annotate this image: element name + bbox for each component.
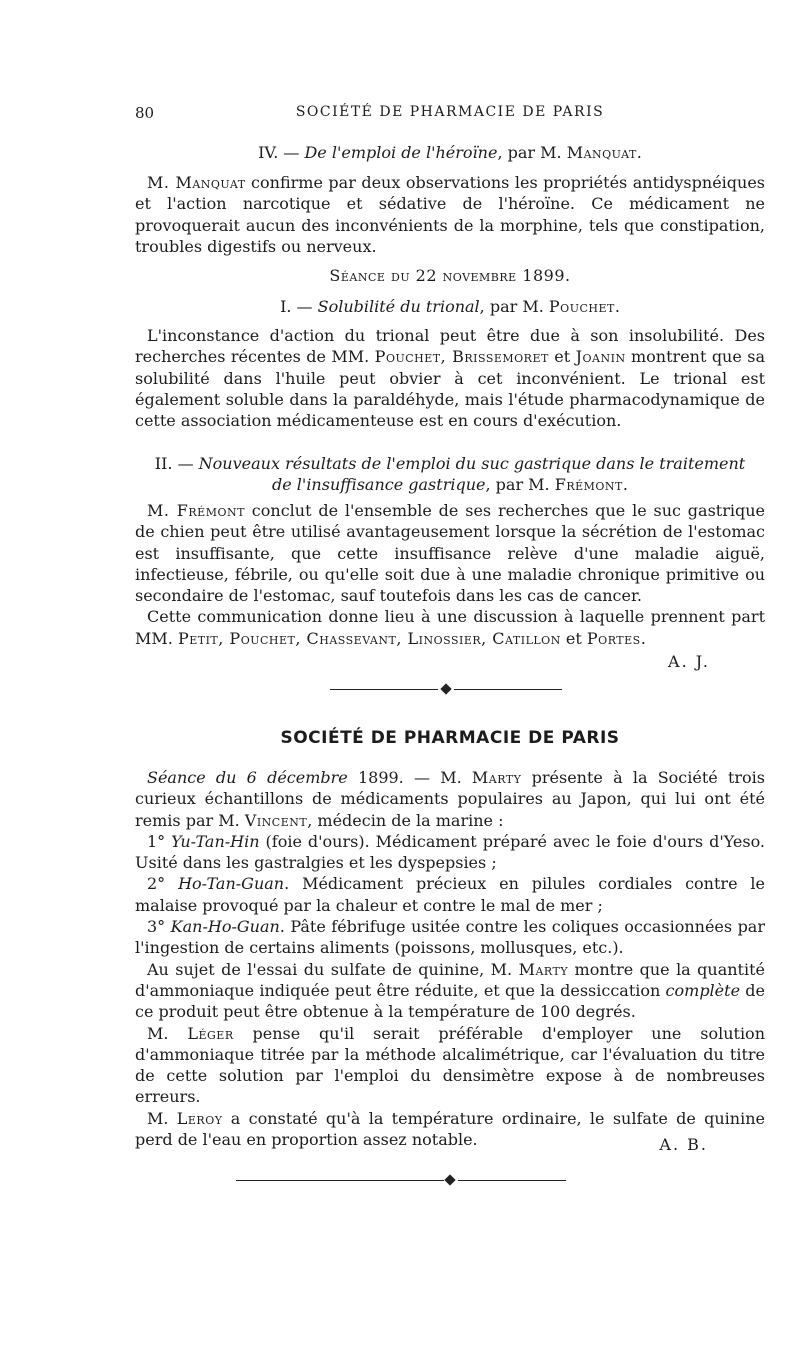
decembre-section: Séance du 6 décembre 1899. — M. Marty présente à la Société trois curieux échantillons de médicaments populaires au Japon, qui lui ont été remis par M. Vincent, médecin de la marine : 1° Yu-Tan-Hin (foie d'ours). Médicament préparé avec le foie d'ours d'Yeso. Usité dans les gastralgies et les dyspepsies ; 2° Ho-Tan-Guan. Médicament précieux en pilules cordiales contre le malaise provoqué par la chaleur et contre le mal de mer ; 3° Kan-Ho-Guan. Pâte fébrifuge usitée contre les coliques occasionnées par l'ingestion de certains aliments (poissons, mollusques, etc.). Au sujet de l'essai du sulfate de quinine, M. Marty montre que la quantité d'ammoniaque indiquée peut être réduite, et que la dessiccation complète de ce produit peut être obtenue à la température de 100 degrés. M. Léger pense qu'il serait préférable d'employer une solution d'ammoniaque titrée par la méthode alcalimétrique, car l'évaluation du titre de cette solution par l'emploi du densimètre expose à de nombreuses erreurs. M. Leroy a constaté qu'à la température ordinaire, le sulfate de quinine perd de l'eau en proportion assez notable. bbox=[135, 768, 765, 1150]
page-number: 80 bbox=[135, 104, 155, 122]
section-iv-heading: IV. — De l'emploi de l'héroïne, par M. Manquat. bbox=[258, 143, 642, 162]
section-i-heading: I. — Solubilité du trional, par M. Pouchet. bbox=[280, 297, 620, 316]
signature-aj: A. J. bbox=[668, 652, 710, 671]
section-iv-title: De l'emploi de l'héroïne bbox=[304, 143, 498, 162]
list-item: 1° Yu-Tan-Hin (foie d'ours). Médicament préparé avec le foie d'ours d'Yeso. Usité dans les gastralgies et les dyspepsies ; bbox=[135, 831, 765, 873]
section-i-paragraph: L'inconstance d'action du trional peut être due à son insolubilité. Des recherches récentes de MM. Pouchet, Brissemoret et Joanin montrent que sa solubilité dans l'huile peut obvier à cet inconvénient. Le trional est également soluble dans la paraldéhyde, mais l'étude pharmacodynamique de cette association médicamenteuse est en cours d'exécution. bbox=[135, 326, 766, 431]
separator-diamond bbox=[236, 1175, 566, 1187]
seance-22-novembre: Séance du 22 novembre 1899. bbox=[329, 266, 571, 285]
list-item: 3° Kan-Ho-Guan. Pâte fébrifuge usitée contre les coliques occasionnées par l'ingestion de certains aliments (poissons, mollusques, etc.). bbox=[135, 917, 765, 958]
signature-ab: A. B. bbox=[659, 1135, 708, 1154]
separator-diamond bbox=[330, 684, 562, 696]
list-item: 2° Ho-Tan-Guan. Médicament précieux en pilules cordiales contre le malaise provoqué par la chaleur et contre le mal de mer ; bbox=[135, 874, 765, 915]
section-ii-heading: II. — Nouveaux résultats de l'emploi du suc gastrique dans le traitement de l'insuffisance gastrique, par M. Frémont. bbox=[154, 454, 746, 495]
section-ii-paragraph: M. Frémont conclut de l'ensemble de ses recherches que le suc gastrique de chien peut être utilisé avantageusement lorsque la sécrétion de l'estomac est insuffisante, que cette insuffisance relève d'une maladie aiguë, infectieuse, fébrile, ou qu'elle soit due à une maladie chronique primitive ou secondaire de l'estomac, sauf toutefois dans les cas de cancer. Cette communication donne lieu à une discussion à laquelle prennent part MM. Petit, Pouchet, Chassevant, Linossier, Catillon et Portes. bbox=[135, 501, 766, 648]
running-header bbox=[135, 104, 765, 126]
section-iv-paragraph: M. Manquat confirme par deux observations les propriétés antidyspnéiques et l'action narcotique et sédative de l'héroïne. Ce médicament ne provoquerait aucun des inconvénients de la morphine, tels que constipation, troubles digestifs ou nerveux. bbox=[135, 173, 766, 256]
section-title: SOCIÉTÉ DE PHARMACIE DE PARIS bbox=[280, 728, 620, 748]
running-title: SOCIÉTÉ DE PHARMACIE DE PARIS bbox=[295, 104, 605, 120]
